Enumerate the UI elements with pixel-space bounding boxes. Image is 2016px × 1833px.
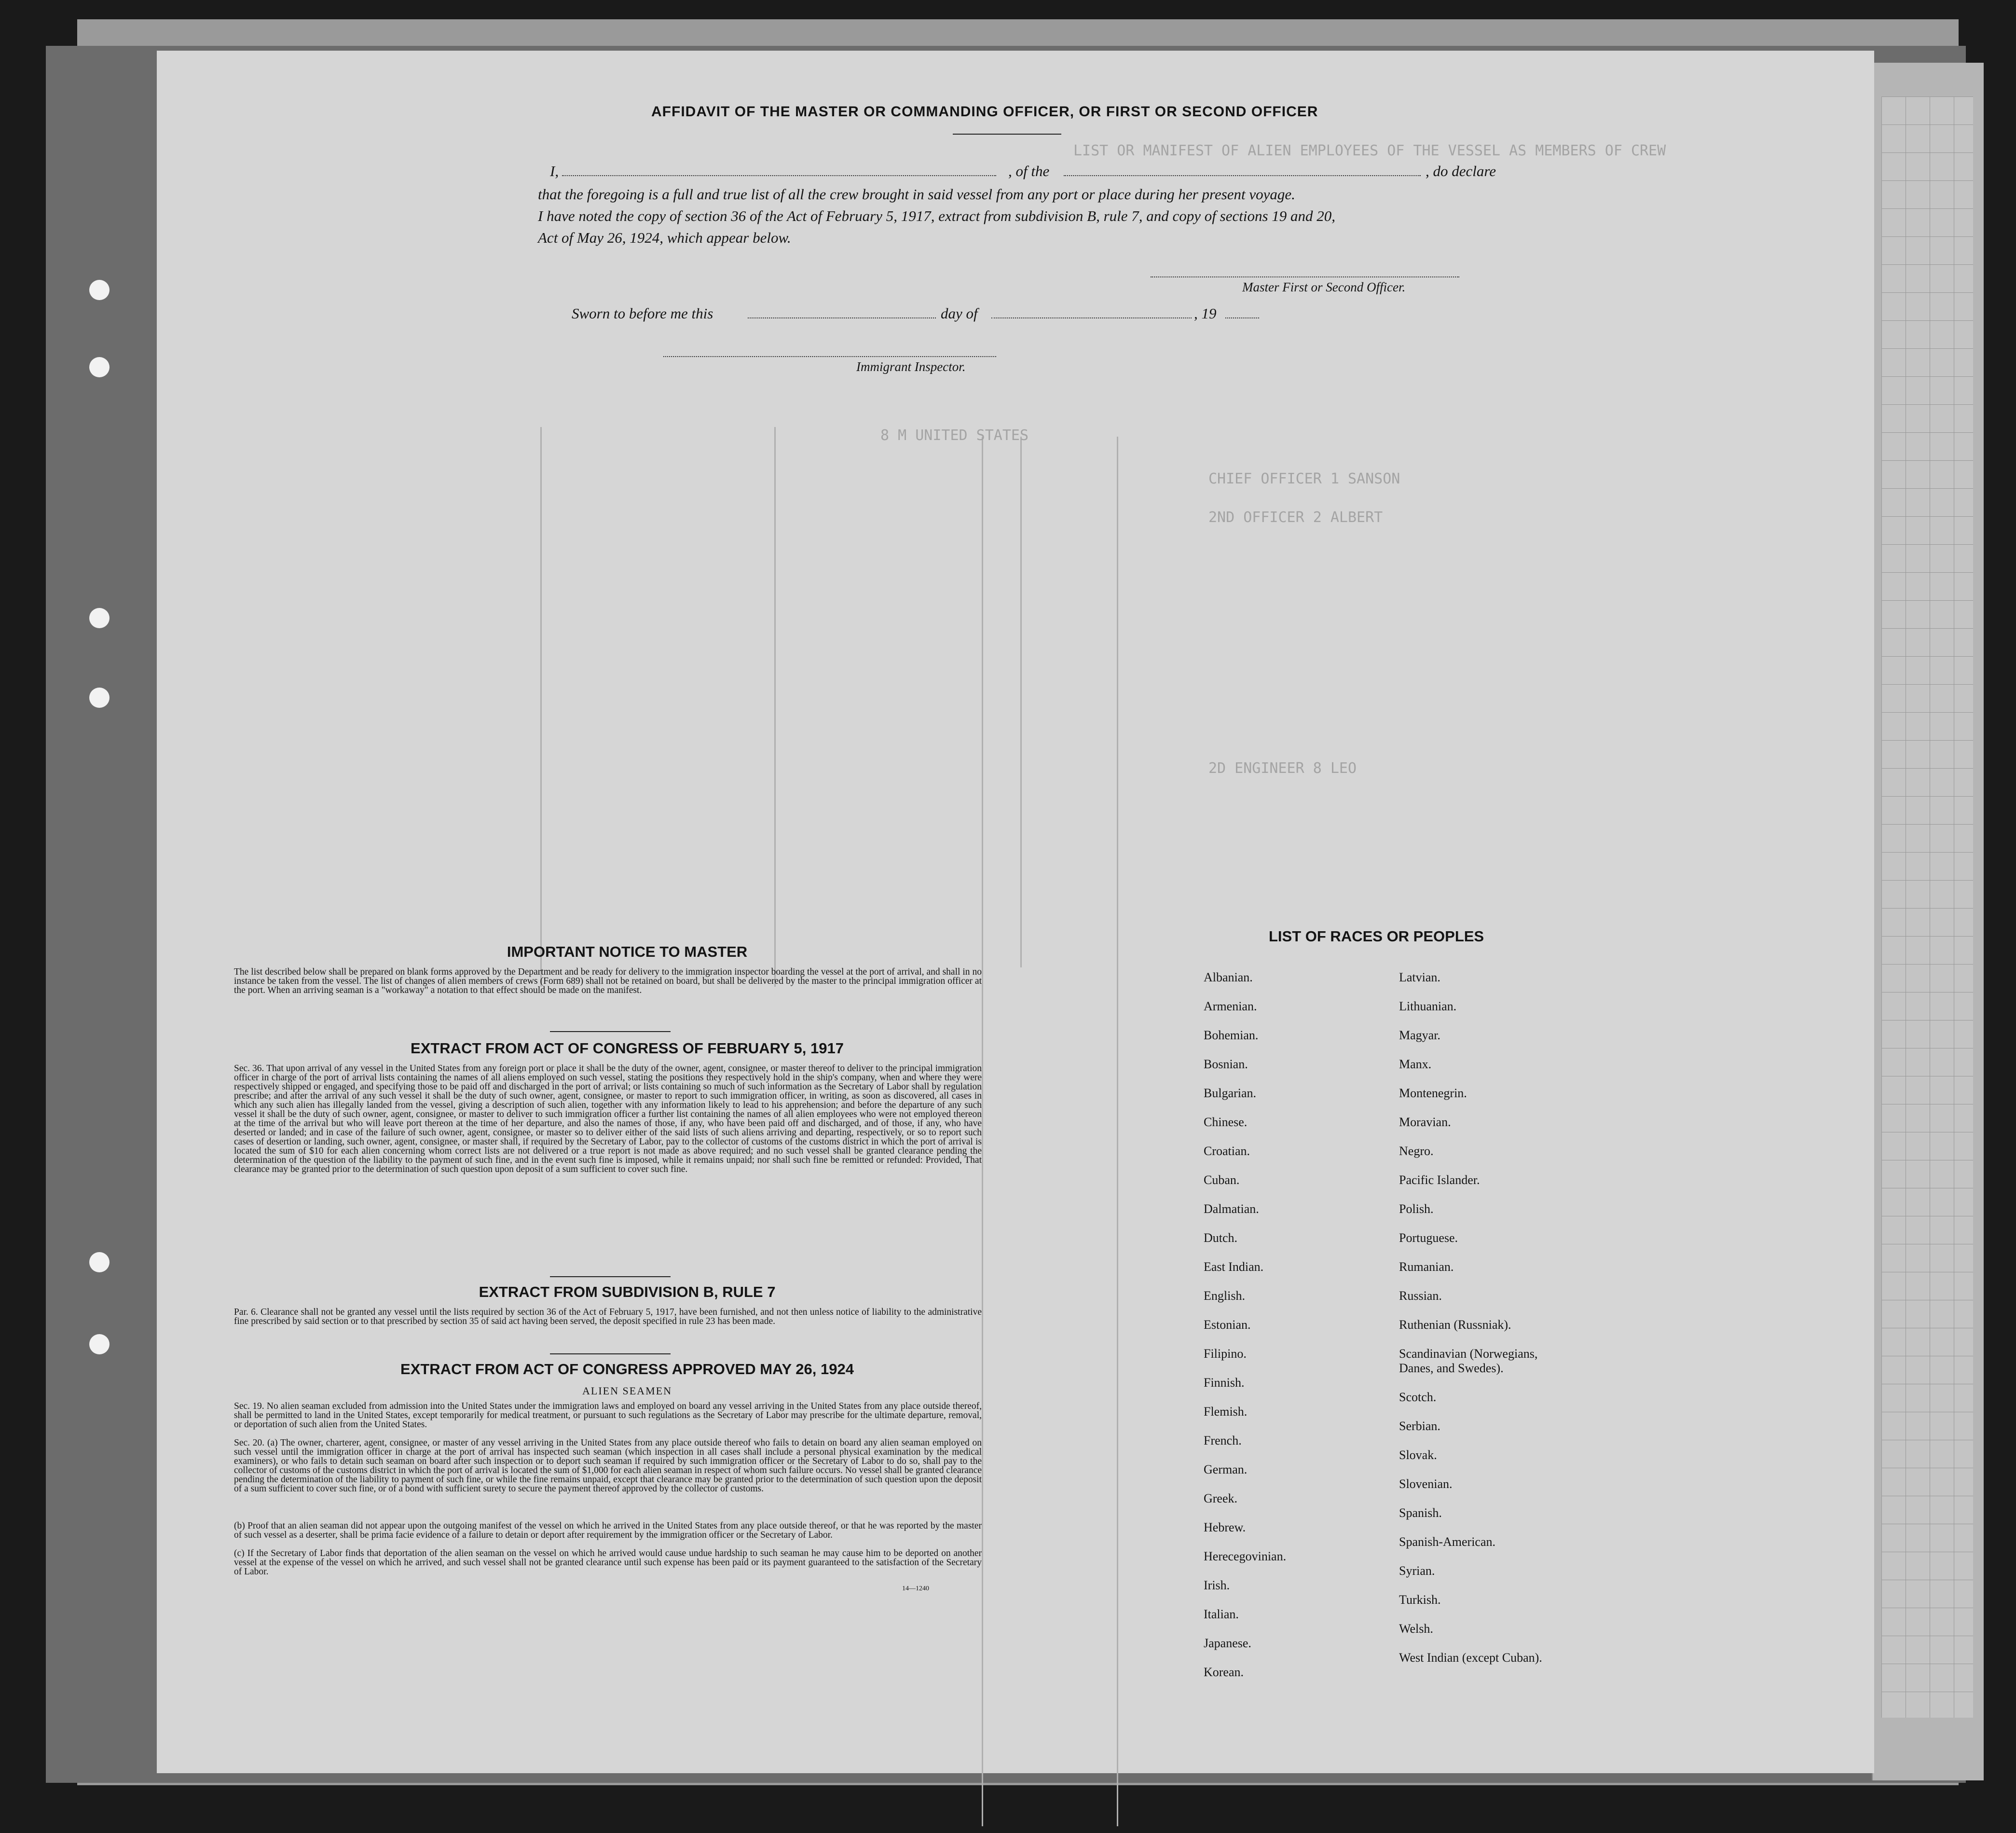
- bleed-text: CHIEF OFFICER 1 SANSON: [1208, 470, 1400, 487]
- race-item: Polish.: [1399, 1202, 1434, 1216]
- race-item: Russian.: [1399, 1289, 1442, 1303]
- extract-1924-title: EXTRACT FROM ACT OF CONGRESS APPROVED MAY 26, 1924: [400, 1361, 854, 1378]
- race-item: Armenian.: [1204, 999, 1257, 1013]
- form-number: 14—1240: [902, 1585, 929, 1592]
- race-item: Estonian.: [1204, 1318, 1251, 1332]
- sec-20c-text: (c) If the Secretary of Labor finds that deportation of the alien seaman on the vessel on which he arrived would cause undue hardship to such seaman he may cause him to be deported on another vessel at the expense of the vessel on which he arrived, and such vessel shall not be granted clearance until such expense has been paid or its payment guaranteed to the satisfaction of the Secretary of Labor.: [234, 1548, 982, 1577]
- race-item: Dalmatian.: [1204, 1202, 1259, 1216]
- section-divider: [550, 1031, 671, 1032]
- race-item: Welsh.: [1399, 1622, 1433, 1636]
- race-item: Bosnian.: [1204, 1057, 1248, 1071]
- vessel-name-line[interactable]: [1064, 175, 1421, 176]
- notice-title: IMPORTANT NOTICE TO MASTER: [507, 943, 748, 960]
- race-item: Slovenian.: [1399, 1477, 1453, 1491]
- punch-hole: [89, 1252, 110, 1272]
- bleed-rule: [774, 427, 776, 987]
- race-item: Montenegrin.: [1399, 1086, 1467, 1100]
- sworn-month-line[interactable]: [991, 317, 1192, 318]
- race-item: Finnish.: [1204, 1376, 1245, 1390]
- ledger-grid-edge: [1881, 96, 1973, 1718]
- day-of-label: day of: [941, 305, 978, 322]
- race-item: Scotch.: [1399, 1390, 1437, 1404]
- affidavit-title: AFFIDAVIT OF THE MASTER OR COMMANDING OFFICER, OR FIRST OR SECOND OFFICER: [651, 104, 1318, 120]
- manifest-page: [157, 51, 1874, 1773]
- inspector-label: Immigrant Inspector.: [856, 359, 966, 374]
- race-item: Negro.: [1399, 1144, 1434, 1158]
- race-item: Dutch.: [1204, 1231, 1238, 1245]
- race-item: French.: [1204, 1433, 1242, 1447]
- extract-1917-title: EXTRACT FROM ACT OF CONGRESS OF FEBRUARY 5, 1917: [411, 1040, 844, 1057]
- affidavit-line-1: that the foregoing is a full and true list of all the crew brought in said vessel from any port or place during her present voyage.: [538, 186, 1295, 203]
- race-item: Herecegovinian.: [1204, 1549, 1287, 1563]
- race-item: Magyar.: [1399, 1028, 1440, 1042]
- sworn-year-line[interactable]: [1225, 317, 1259, 318]
- punch-hole: [89, 688, 110, 708]
- master-signature-label: Master First or Second Officer.: [1242, 280, 1406, 294]
- race-item: Serbian.: [1399, 1419, 1440, 1433]
- race-item: Cuban.: [1204, 1173, 1240, 1187]
- races-title: LIST OF RACES OR PEOPLES: [1269, 928, 1484, 945]
- race-item: Croatian.: [1204, 1144, 1250, 1158]
- race-item: Rumanian.: [1399, 1260, 1454, 1274]
- race-item: Italian.: [1204, 1607, 1239, 1621]
- race-item: English.: [1204, 1289, 1245, 1303]
- punch-hole: [89, 357, 110, 377]
- bleed-rule: [1020, 437, 1022, 967]
- bleed-text: 8 M UNITED STATES: [880, 427, 1029, 444]
- race-item: Irish.: [1204, 1578, 1230, 1592]
- race-item: Scandinavian (Norwegians,: [1399, 1347, 1538, 1361]
- race-item: Greek.: [1204, 1491, 1238, 1505]
- race-item: Latvian.: [1399, 970, 1440, 984]
- race-item: Slovak.: [1399, 1448, 1437, 1462]
- affidavit-line-2: I have noted the copy of section 36 of the Act of February 5, 1917, extract from subdivision B, rule 7, and copy of sections 19 and 20,: [538, 207, 1336, 224]
- section-divider: [550, 1353, 671, 1354]
- punch-hole: [89, 608, 110, 628]
- race-item: Turkish.: [1399, 1593, 1441, 1607]
- master-signature-line[interactable]: [1151, 276, 1459, 277]
- race-item: German.: [1204, 1462, 1248, 1476]
- declarant-name-line[interactable]: [562, 175, 996, 176]
- bleed-text: LIST OR MANIFEST OF ALIEN EMPLOYEES OF THE VESSEL AS MEMBERS OF CREW: [1073, 142, 1666, 159]
- race-item: Syrian.: [1399, 1564, 1435, 1578]
- declarant-label: I,: [550, 163, 559, 179]
- affidavit-line-3: Act of May 26, 1924, which appear below.: [538, 229, 791, 246]
- race-item: Moravian.: [1399, 1115, 1451, 1129]
- race-item: Ruthenian (Russniak).: [1399, 1318, 1511, 1332]
- extract-rule7-text: Par. 6. Clearance shall not be granted any vessel until the lists required by section 36 of the Act of February 5, 1917, have been furnished, and not then unless notice of liability to the administrative fine prescribed by said section or to that prescribed by section 35 of said act having been served, the deposit specified in rule 23 has been made.: [234, 1307, 982, 1326]
- of-the-label: , of the: [1008, 163, 1050, 179]
- sworn-label: Sworn to before me this: [572, 305, 713, 322]
- sworn-day-line[interactable]: [748, 317, 936, 318]
- inspector-signature-line[interactable]: [663, 356, 996, 357]
- bleed-rule: [982, 437, 983, 1826]
- extract-1917-text: Sec. 36. That upon arrival of any vessel in the United States from any foreign port or place it shall be the duty of the owner, agent, consignee, or master thereof to deliver to the principal immigration officer in charge of the port of arrival lists containing the names of all aliens employed on such vessel, stating the positions they respectively hold in the ship's company, when and where they were respectively shipped or engaged, and specifying those to be paid off and discharged in the port of arrival; or lists containing so much of such information as the Secretary of Labor shall by regulation prescribe; and after the arrival of any such vessel it shall be the duty of such owner, agent, consignee, or master to report to such immigration officer, in writing, as soon as discovered, all cases in which any such alien has illegally landed from the vessel, giving a description of such alien, together with any information likely to lead to his apprehension; and before the departure of any such vessel it shall be the duty of such owner, agent, consignee, or master to deliver to such immigration officer a further list containing the names of all alien employees who were not employed thereon at the time of the arrival but who will leave port thereon at the time of her departure, and also the names of those, if any, who have been paid off and discharged, and of those, if any, who have deserted or landed; and in case of the failure of such owner, agent, consignee, or master so to deliver either of the said lists of such aliens arriving and departing, respectively, or so to report such cases of desertion or landing, such owner, agent, consignee, or master shall, if required by the Secretary of Labor, pay to the collector of customs of the customs district in which the port of arrival is located the sum of $10 for each alien concerning whom correct lists are not delivered or a true report is not made as above required; and no such vessel shall be granted clearance pending the determination of the question of the liability to the payment of such fine, and in the event such fine is imposed, while it remains unpaid; nor shall such fine be remitted or refunded: Provided, That clearance may be granted prior to the determination of such question upon deposit of a sum sufficient to cover such fine.: [234, 1063, 982, 1174]
- race-item: Filipino.: [1204, 1347, 1247, 1361]
- race-item: Spanish.: [1399, 1506, 1442, 1520]
- race-item: Albanian.: [1204, 970, 1253, 984]
- race-item: Bulgarian.: [1204, 1086, 1257, 1100]
- race-item: Pacific Islander.: [1399, 1173, 1480, 1187]
- race-item: Flemish.: [1204, 1405, 1248, 1419]
- race-item: Danes, and Swedes).: [1399, 1361, 1504, 1375]
- race-item: West Indian (except Cuban).: [1399, 1651, 1542, 1665]
- race-item: Japanese.: [1204, 1636, 1251, 1650]
- bleed-text: 2D ENGINEER 8 LEO: [1208, 760, 1357, 777]
- race-item: Portuguese.: [1399, 1231, 1458, 1245]
- race-item: Spanish-American.: [1399, 1535, 1496, 1549]
- alien-seamen-subtitle: ALIEN SEAMEN: [582, 1385, 672, 1397]
- race-item: Hebrew.: [1204, 1520, 1246, 1534]
- sec-20a-text: Sec. 20. (a) The owner, charterer, agent, consignee, or master of any vessel arriving in the United States from any place outside thereof who fails to detain on board any alien seaman employed on such vessel until the immigration officer in charge at the port of arrival has inspected such seaman (which inspection in all cases shall include a personal physical examination by the medical examiners), or who fails to detain such seaman on board after such inspection or to deport such seaman if required by such immigration officer or the Secretary of Labor to do so, shall pay to the collector of customs of the customs district in which the port of arrival is located the sum of $1,000 for each alien seaman in respect of whom such failure occurs. No vessel shall be granted clearance pending the determination of the liability to payment of such fine, or while the fine remains unpaid, except that clearance may be granted prior to the determination of such question upon the deposit of a sum sufficient to cover such fine, or of a bond with sufficient surety to secure the payment thereof approved by the collector of customs.: [234, 1438, 982, 1494]
- punch-hole: [89, 1334, 110, 1354]
- section-divider: [550, 1276, 671, 1277]
- race-item: Bohemian.: [1204, 1028, 1259, 1042]
- notice-text: The list described below shall be prepared on blank forms approved by the Department and be ready for delivery to the immigration inspector boarding the vessel at the port of arrival, and shall in no instance be taken from the vessel. The list of changes of alien members of crews (Form 689) shall not be retained on board, but shall be delivered by the master to the principal immigration officer at the port. When an arriving seaman is a "workaway" a notation to that effect should be made on the manifest.: [234, 967, 982, 995]
- race-item: Manx.: [1399, 1057, 1432, 1071]
- title-underline: [953, 134, 1061, 135]
- race-item: Korean.: [1204, 1665, 1244, 1679]
- sec-19-text: Sec. 19. No alien seaman excluded from admission into the United States under the immigration laws and employed on board any vessel arriving in the United States from any place outside thereof, shall be permitted to land in the United States, except temporarily for medical treatment, or pursuant to such regulations as the Secretary of Labor may prescribe for the ultimate departure, removal, or deportation of such alien from the United States.: [234, 1401, 982, 1430]
- bleed-rule: [540, 427, 542, 987]
- extract-rule7-title: EXTRACT FROM SUBDIVISION B, RULE 7: [479, 1283, 776, 1300]
- punch-hole: [89, 280, 110, 300]
- race-item: Chinese.: [1204, 1115, 1248, 1129]
- do-declare-label: , do declare: [1426, 163, 1496, 179]
- bleed-rule: [1117, 437, 1118, 1826]
- sec-20b-text: (b) Proof that an alien seaman did not appear upon the outgoing manifest of the vessel on which he arrived in the United States from any place outside thereof, or that he was reported by the master of such vessel as a deserter, shall be prima facie evidence of a failure to detain or deport after requirement by the immigration officer or the Secretary of Labor.: [234, 1521, 982, 1540]
- race-item: East Indian.: [1204, 1260, 1264, 1274]
- year-label: , 19: [1194, 305, 1217, 322]
- race-item: Lithuanian.: [1399, 999, 1457, 1013]
- bleed-text: 2ND OFFICER 2 ALBERT: [1208, 509, 1383, 526]
